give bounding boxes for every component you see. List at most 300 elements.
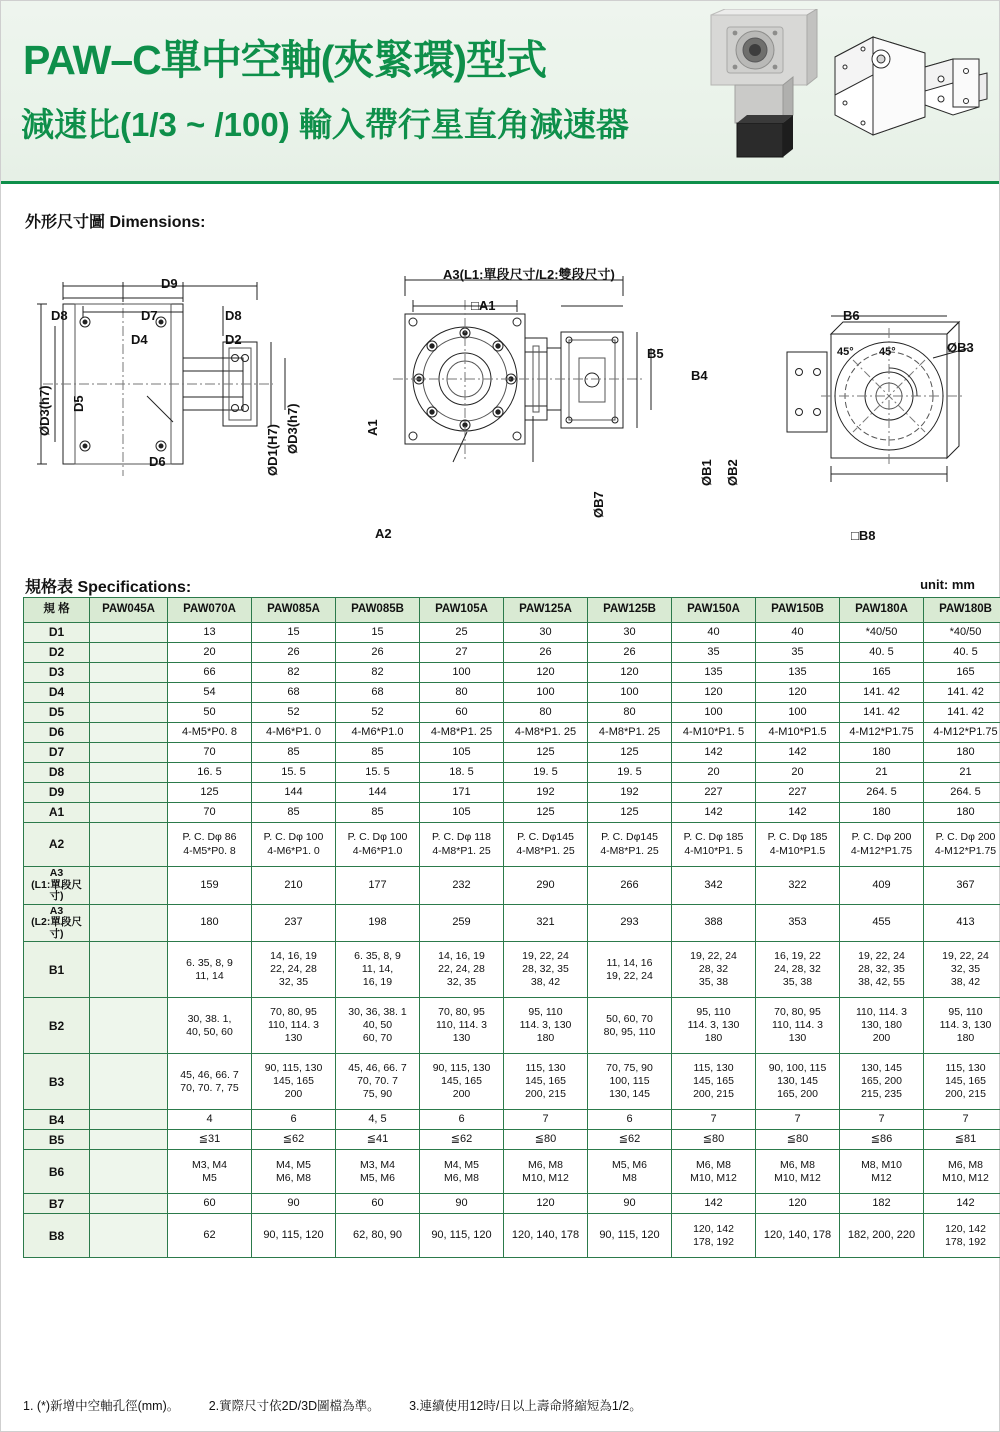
cell-a1-7: 125 [588,803,672,823]
cell-a2-2: P. C. Dφ 86 4-M5*P0. 8 [168,823,252,867]
label-d8-right: D8 [225,308,242,323]
cell-b4-5: 6 [420,1110,504,1130]
table-row [24,803,1000,823]
cell-b4-9: 7 [756,1110,840,1130]
cell-a3l2-10: 455 [840,904,924,942]
cell-d2-6: 26 [504,643,588,663]
cell-b7-10: 182 [840,1194,924,1214]
cell-d5-6: 80 [504,703,588,723]
row-header-d1: D1 [24,623,90,643]
cell-b4-3: 6 [252,1110,336,1130]
cell-d1-11: *40/50 [924,623,1000,643]
table-header-row [24,598,1000,623]
cell-d6-7: 4-M8*P1. 25 [588,723,672,743]
cell-b7-2: 60 [168,1194,252,1214]
cell-a1-6: 125 [504,803,588,823]
cell-d6-6: 4-M8*P1. 25 [504,723,588,743]
cell-a3l1-2: 159 [168,867,252,905]
cell-a1-9: 142 [756,803,840,823]
cell-d8-2: 16. 5 [168,763,252,783]
label-square-b8: □B8 [851,528,876,543]
cell-d5-9: 100 [756,703,840,723]
footnotes [23,1396,979,1414]
row-header-a3l1: A3 (L1:單段尺寸) [24,867,90,905]
cell-d2-9: 35 [756,643,840,663]
cell-b7-3: 90 [252,1194,336,1214]
cell-b8-10: 182, 200, 220 [840,1214,924,1258]
row-header-d9: D9 [24,783,90,803]
cell-d2-7: 26 [588,643,672,663]
label-d2: D2 [225,332,242,347]
cell-b2-3: 70, 80, 95 110, 114. 3 130 [252,998,336,1054]
cell-b2-5: 70, 80, 95 110, 114. 3 130 [420,998,504,1054]
cell-b3-3: 90, 115, 130 145, 165 200 [252,1054,336,1110]
cell-d7-11: 180 [924,743,1000,763]
cell-b1-11: 19, 22, 24 32, 35 38, 42 [924,942,1000,998]
cell-b8-8: 120, 142 178, 192 [672,1214,756,1258]
cell-b5-9: ≦80 [756,1130,840,1150]
table-row [24,723,1000,743]
cell-b5-7: ≦62 [588,1130,672,1150]
specifications-section-title: 規格表 Specifications: [25,579,192,596]
cell-d8-1 [90,763,168,783]
row-header-b5: B5 [24,1130,90,1150]
cell-b4-10: 7 [840,1110,924,1130]
cell-d3-10: 165 [840,663,924,683]
cell-a1-10: 180 [840,803,924,823]
cell-b8-2: 62 [168,1214,252,1258]
cell-b2-10: 110, 114. 3 130, 180 200 [840,998,924,1054]
cell-a1-5: 105 [420,803,504,823]
drawing-side-view [383,266,683,526]
cell-b5-3: ≦62 [252,1130,336,1150]
cell-b2-1 [90,998,168,1054]
cell-b1-10: 19, 22, 24 28, 32, 35 38, 42, 55 [840,942,924,998]
cell-b1-5: 14, 16, 19 22, 24, 28 32, 35 [420,942,504,998]
cell-b2-4: 30, 36, 38. 1 40, 50 60, 70 [336,998,420,1054]
cell-b5-2: ≦31 [168,1130,252,1150]
cell-b6-11: M6, M8 M10, M12 [924,1150,1000,1194]
cell-d4-9: 120 [756,683,840,703]
cell-d9-3: 144 [252,783,336,803]
table-row [24,623,1000,643]
cell-d3-1 [90,663,168,683]
label-d5: D5 [71,395,86,412]
cell-d7-9: 142 [756,743,840,763]
cell-d9-1 [90,783,168,803]
cell-b5-6: ≦80 [504,1130,588,1150]
cell-d9-7: 192 [588,783,672,803]
cell-b5-10: ≦86 [840,1130,924,1150]
cell-a3l2-11: 413 [924,904,1000,942]
cell-b8-9: 120, 140, 178 [756,1214,840,1258]
cell-b7-8: 142 [672,1194,756,1214]
cell-a2-8: P. C. Dφ 185 4-M10*P1. 5 [672,823,756,867]
cell-d1-2: 13 [168,623,252,643]
cell-b2-6: 95, 110 114. 3, 130 180 [504,998,588,1054]
cell-d6-8: 4-M10*P1. 5 [672,723,756,743]
cell-d1-7: 30 [588,623,672,643]
cell-d3-6: 120 [504,663,588,683]
cell-d3-9: 135 [756,663,840,683]
cell-d4-2: 54 [168,683,252,703]
cell-d7-7: 125 [588,743,672,763]
label-ob7: ØB7 [591,491,606,518]
product-photos [701,5,991,177]
cell-b6-8: M6, M8 M10, M12 [672,1150,756,1194]
cell-a2-11: P. C. Dφ 200 4-M12*P1.75 [924,823,1000,867]
row-header-b6: B6 [24,1150,90,1194]
cell-d6-5: 4-M8*P1. 25 [420,723,504,743]
cell-b4-7: 6 [588,1110,672,1130]
cell-b1-9: 16, 19, 22 24, 28, 32 35, 38 [756,942,840,998]
cell-d1-10: *40/50 [840,623,924,643]
cell-b1-6: 19, 22, 24 28, 32, 35 38, 42 [504,942,588,998]
cell-b5-4: ≦41 [336,1130,420,1150]
cell-d1-5: 25 [420,623,504,643]
table-row [24,1110,1000,1130]
col-paw085a: PAW085A [252,598,336,623]
label-a1: A1 [365,419,380,436]
cell-d9-11: 264. 5 [924,783,1000,803]
cell-d5-3: 52 [252,703,336,723]
cell-b2-8: 95, 110 114. 3, 130 180 [672,998,756,1054]
cell-d2-2: 20 [168,643,252,663]
cell-b8-7: 90, 115, 120 [588,1214,672,1258]
row-header-a1: A1 [24,803,90,823]
cell-a1-3: 85 [252,803,336,823]
cell-d8-7: 19. 5 [588,763,672,783]
row-header-b2: B2 [24,998,90,1054]
row-header-d5: D5 [24,703,90,723]
cell-b7-6: 120 [504,1194,588,1214]
table-row [24,823,1000,867]
cell-d1-4: 15 [336,623,420,643]
cell-b6-3: M4, M5 M6, M8 [252,1150,336,1194]
cell-b4-1 [90,1110,168,1130]
cell-b7-7: 90 [588,1194,672,1214]
row-header-b8: B8 [24,1214,90,1258]
cell-d8-8: 20 [672,763,756,783]
cell-b1-2: 6. 35, 8, 9 11, 14 [168,942,252,998]
cell-d4-6: 100 [504,683,588,703]
cell-b3-10: 130, 145 165, 200 215, 235 [840,1054,924,1110]
cell-d6-11: 4-M12*P1.75 [924,723,1000,743]
cell-d5-4: 52 [336,703,420,723]
specifications-table-wrap [23,597,998,1258]
cell-d1-3: 15 [252,623,336,643]
cell-a2-5: P. C. Dφ 118 4-M8*P1. 25 [420,823,504,867]
footnote-2: 2.實際尺寸依2D/3D圖檔為準。 [208,1399,380,1413]
cell-d4-3: 68 [252,683,336,703]
table-row [24,1214,1000,1258]
cell-a2-9: P. C. Dφ 185 4-M10*P1.5 [756,823,840,867]
cell-a3l2-9: 353 [756,904,840,942]
cell-d8-6: 19. 5 [504,763,588,783]
col-paw180a: PAW180A [840,598,924,623]
table-row [24,703,1000,723]
cell-d2-8: 35 [672,643,756,663]
cell-d3-8: 135 [672,663,756,683]
cell-d9-2: 125 [168,783,252,803]
cell-d9-5: 171 [420,783,504,803]
cell-a3l1-3: 210 [252,867,336,905]
cell-b5-1 [90,1130,168,1150]
col-spec: 規 格 [24,598,90,623]
cell-a3l2-6: 321 [504,904,588,942]
col-paw070a: PAW070A [168,598,252,623]
label-ob2: ØB2 [725,459,740,486]
cell-d4-10: 141. 42 [840,683,924,703]
row-header-d7: D7 [24,743,90,763]
cell-d8-3: 15. 5 [252,763,336,783]
label-b5: B5 [647,346,664,361]
cell-d3-2: 66 [168,663,252,683]
cell-a1-4: 85 [336,803,420,823]
cell-a3l1-6: 290 [504,867,588,905]
table-row [24,1194,1000,1214]
cell-d5-10: 141. 42 [840,703,924,723]
cell-d6-10: 4-M12*P1.75 [840,723,924,743]
cell-d4-4: 68 [336,683,420,703]
dimensions-section-title: 外形尺寸圖 Dimensions: [25,214,206,231]
cell-b4-2: 4 [168,1110,252,1130]
specifications-table [23,597,1000,1258]
cell-b8-6: 120, 140, 178 [504,1214,588,1258]
cell-b2-9: 70, 80, 95 110, 114. 3 130 [756,998,840,1054]
cell-d4-7: 100 [588,683,672,703]
row-header-b1: B1 [24,942,90,998]
cell-d6-9: 4-M10*P1.5 [756,723,840,743]
cell-d8-5: 18. 5 [420,763,504,783]
label-square-a1: □A1 [471,298,496,313]
cell-d4-1 [90,683,168,703]
cell-d5-11: 141. 42 [924,703,1000,723]
cell-a3l2-8: 388 [672,904,756,942]
cell-d5-1 [90,703,168,723]
cell-d3-3: 82 [252,663,336,683]
cell-d7-6: 125 [504,743,588,763]
cell-a2-4: P. C. Dφ 100 4-M6*P1.0 [336,823,420,867]
table-row [24,942,1000,998]
cell-a2-10: P. C. Dφ 200 4-M12*P1.75 [840,823,924,867]
label-angle-45-right: 45° [879,346,896,358]
row-header-d3: D3 [24,663,90,683]
col-paw180b: PAW180B [924,598,1000,623]
label-ob1: ØB1 [699,459,714,486]
cell-d8-9: 20 [756,763,840,783]
label-b4: B4 [691,368,708,383]
table-row [24,683,1000,703]
cell-b1-7: 11, 14, 16 19, 22, 24 [588,942,672,998]
cell-a3l2-2: 180 [168,904,252,942]
cell-d3-4: 82 [336,663,420,683]
cell-b1-8: 19, 22, 24 28, 32 35, 38 [672,942,756,998]
cell-d5-8: 100 [672,703,756,723]
cell-b3-2: 45, 46, 66. 7 70, 70. 7, 75 [168,1054,252,1110]
cell-b2-11: 95, 110 114. 3, 130 180 [924,998,1000,1054]
cell-a3l2-5: 259 [420,904,504,942]
col-paw150b: PAW150B [756,598,840,623]
cell-b8-11: 120, 142 178, 192 [924,1214,1000,1258]
table-body [24,623,1000,1258]
label-a2: A2 [375,526,392,541]
cell-a2-6: P. C. Dφ145 4-M8*P1. 25 [504,823,588,867]
cell-d4-5: 80 [420,683,504,703]
cell-b5-8: ≦80 [672,1130,756,1150]
cell-d3-5: 100 [420,663,504,683]
footnote-1: 1. (*)新增中空軸孔徑(mm)。 [23,1399,180,1413]
table-row [24,1130,1000,1150]
cell-d2-3: 26 [252,643,336,663]
cell-b1-1 [90,942,168,998]
cell-d1-1 [90,623,168,643]
label-b6: B6 [843,308,860,323]
cell-d2-10: 40. 5 [840,643,924,663]
cell-a3l1-5: 232 [420,867,504,905]
cell-b3-1 [90,1054,168,1110]
cell-b6-9: M6, M8 M10, M12 [756,1150,840,1194]
cell-b6-5: M4, M5 M6, M8 [420,1150,504,1194]
cell-b5-11: ≦81 [924,1130,1000,1150]
row-header-d6: D6 [24,723,90,743]
table-row [24,904,1000,942]
cell-b8-3: 90, 115, 120 [252,1214,336,1258]
cell-b3-5: 90, 115, 130 145, 165 200 [420,1054,504,1110]
cell-a3l2-1 [90,904,168,942]
cell-a2-3: P. C. Dφ 100 4-M6*P1. 0 [252,823,336,867]
cell-d9-6: 192 [504,783,588,803]
label-od3-h7-left: ØD3(h7) [37,385,52,436]
cell-d7-5: 105 [420,743,504,763]
cell-d8-11: 21 [924,763,1000,783]
row-header-a2: A2 [24,823,90,867]
cell-a3l1-11: 367 [924,867,1000,905]
cell-b6-1 [90,1150,168,1194]
row-header-b7: B7 [24,1194,90,1214]
table-row [24,743,1000,763]
page-subtitle: 減速比(1/3 ~ /100) 輸入帶行星直角減速器 [21,106,629,143]
cell-d2-4: 26 [336,643,420,663]
cell-b6-2: M3, M4 M5 [168,1150,252,1194]
cell-d8-10: 21 [840,763,924,783]
cell-b3-8: 115, 130 145, 165 200, 215 [672,1054,756,1110]
cell-b7-5: 90 [420,1194,504,1214]
cell-d7-10: 180 [840,743,924,763]
cell-d5-7: 80 [588,703,672,723]
cell-b8-1 [90,1214,168,1258]
cell-d2-11: 40. 5 [924,643,1000,663]
cell-b3-7: 70, 75, 90 100, 115 130, 145 [588,1054,672,1110]
col-paw045a: PAW045A [90,598,168,623]
label-d9: D9 [161,276,178,291]
label-d4: D4 [131,332,148,347]
cell-b7-9: 120 [756,1194,840,1214]
cell-d9-8: 227 [672,783,756,803]
cell-a1-8: 142 [672,803,756,823]
cell-b3-6: 115, 130 145, 165 200, 215 [504,1054,588,1110]
label-d8-left: D8 [51,308,68,323]
row-header-a3l2: A3 (L2:單段尺寸) [24,904,90,942]
row-header-d4: D4 [24,683,90,703]
cell-a3l1-10: 409 [840,867,924,905]
col-paw085b: PAW085B [336,598,420,623]
cell-b4-8: 7 [672,1110,756,1130]
cell-a3l1-1 [90,867,168,905]
label-angle-45-left: 45° [837,346,854,358]
product-photo-white-gearbox [701,9,821,174]
label-d7: D7 [141,308,158,323]
cell-b7-11: 142 [924,1194,1000,1214]
cell-a3l2-3: 237 [252,904,336,942]
col-paw150a: PAW150A [672,598,756,623]
col-paw125a: PAW125A [504,598,588,623]
cell-d9-4: 144 [336,783,420,803]
cell-b6-4: M3, M4 M5, M6 [336,1150,420,1194]
cell-b3-9: 90, 100, 115 130, 145 165, 200 [756,1054,840,1110]
label-od3-h7-right: ØD3(h7) [285,403,300,454]
cell-b4-4: 4, 5 [336,1110,420,1130]
col-paw105a: PAW105A [420,598,504,623]
cell-a2-1 [90,823,168,867]
col-paw125b: PAW125B [588,598,672,623]
cell-d6-1 [90,723,168,743]
row-header-d8: D8 [24,763,90,783]
cell-a3l2-4: 198 [336,904,420,942]
cell-a1-2: 70 [168,803,252,823]
table-row [24,1150,1000,1194]
cell-d5-5: 60 [420,703,504,723]
cell-a3l2-7: 293 [588,904,672,942]
cell-b7-4: 60 [336,1194,420,1214]
cell-d6-3: 4-M6*P1. 0 [252,723,336,743]
cell-b7-1 [90,1194,168,1214]
cell-d7-1 [90,743,168,763]
table-row [24,783,1000,803]
page-title: PAW–C單中空軸(夾緊環)型式 [23,37,547,83]
cell-d2-5: 27 [420,643,504,663]
cell-d6-4: 4-M6*P1.0 [336,723,420,743]
cell-b8-4: 62, 80, 90 [336,1214,420,1258]
product-photo-line-drawing [829,23,989,153]
cell-d5-2: 50 [168,703,252,723]
label-a3: A3(L1:單段尺寸/L2:雙段尺寸) [443,267,615,282]
table-row [24,643,1000,663]
cell-b1-4: 6. 35, 8, 9 11, 14, 16, 19 [336,942,420,998]
cell-d1-6: 30 [504,623,588,643]
row-header-d2: D2 [24,643,90,663]
cell-b2-7: 50, 60, 70 80, 95, 110 [588,998,672,1054]
table-row [24,763,1000,783]
dimension-drawings [13,236,989,561]
cell-b4-11: 7 [924,1110,1000,1130]
cell-d7-2: 70 [168,743,252,763]
label-ob3: ØB3 [947,340,974,355]
table-row [24,1054,1000,1110]
cell-d8-4: 15. 5 [336,763,420,783]
table-row [24,663,1000,683]
cell-d9-10: 264. 5 [840,783,924,803]
cell-a3l1-8: 342 [672,867,756,905]
label-d6: D6 [149,454,166,469]
cell-d7-3: 85 [252,743,336,763]
cell-a3l1-4: 177 [336,867,420,905]
cell-b6-6: M6, M8 M10, M12 [504,1150,588,1194]
cell-b6-10: M8, M10 M12 [840,1150,924,1194]
cell-d2-1 [90,643,168,663]
cell-d4-8: 120 [672,683,756,703]
cell-a1-1 [90,803,168,823]
